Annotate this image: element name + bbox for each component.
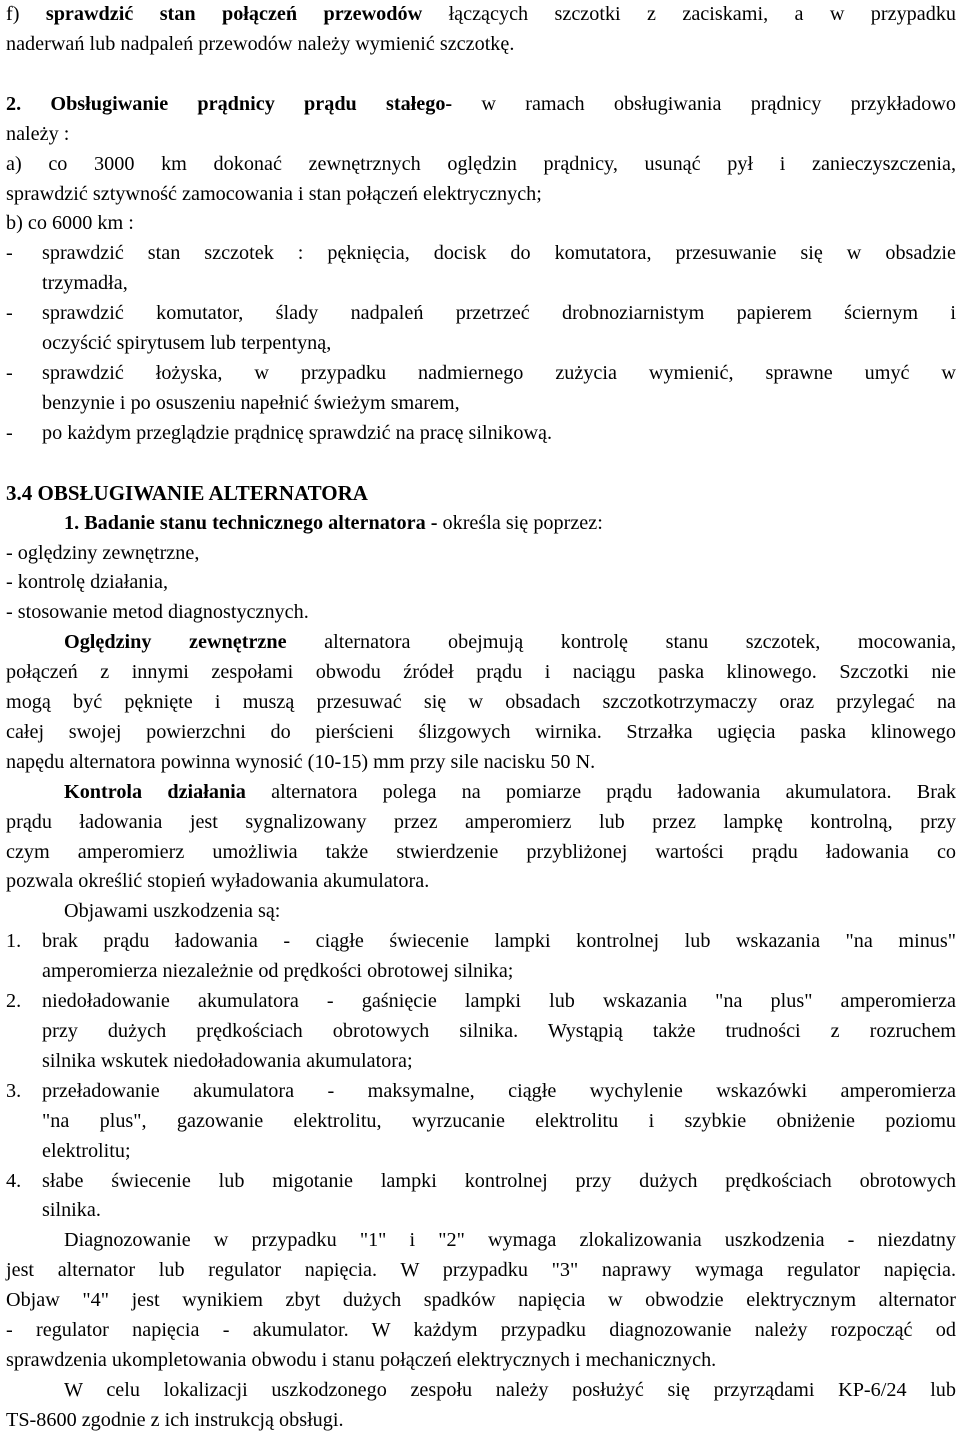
- symptom-line: elektrolitu;: [42, 1139, 131, 1162]
- paragraph-ogledziny-bold: Oględziny zewnętrzne: [64, 631, 287, 654]
- dash-item-3: [6, 359, 956, 419]
- method-list-item: - kontrolę działania,: [6, 571, 168, 594]
- paragraph-line: całej swojej powierzchni do pierścieni ślizgowych wirnika. Strzałka ugięcia paska klinowego: [6, 720, 956, 743]
- section-2-b: b) co 6000 km :: [6, 212, 134, 235]
- symptom-number: 2.: [6, 990, 22, 1013]
- paragraph-line: prądu ładowania jest sygnalizowany przez amperomierz lub przez lampkę kontrolną, przy: [6, 810, 956, 833]
- method-list-item: - stosowanie metod diagnostycznych.: [6, 601, 309, 624]
- symptom-line: słabe świecenie lub migotanie lampki kontrolnej przy dużych prędkościach obrotowych: [42, 1169, 956, 1192]
- symptoms-intro: Objawami uszkodzenia są:: [64, 900, 281, 923]
- paragraph-line: czym amperomierz umożliwia także stwierdzenie przybliżonej wartości prądu ładowania co: [6, 840, 956, 863]
- section-2-line-2: należy :: [6, 122, 70, 145]
- symptom-line: "na plus", gazowanie elektrolitu, wyrzucanie elektrolitu i szybkie obniżenie poziomu: [42, 1109, 956, 1132]
- symptom-line: przy dużych prędkościach obrotowych silnika. Wystąpią także trudności z rozruchem: [42, 1020, 956, 1042]
- dash-item-4: [6, 419, 956, 449]
- subsection-title: [6, 509, 956, 539]
- paragraph-line: - regulator napięcia - akumulator. W każdym przypadku diagnozowanie należy rozpocząć od: [6, 1319, 956, 1342]
- symptom-number: 4.: [6, 1169, 22, 1192]
- symptom-number: 1.: [6, 930, 22, 953]
- item-f-rest: łączących szczotki z zaciskami, a w przypadku: [448, 3, 957, 25]
- paragraph-kontrola-bold: Kontrola działania: [64, 780, 246, 803]
- symptom-line: silnika wskutek niedoładowania akumulatora;: [42, 1049, 413, 1072]
- dash-marker: -: [6, 361, 13, 384]
- item-f-line-2: naderwań lub nadpaleń przewodów należy wymienić szczotkę.: [6, 32, 515, 55]
- dash-marker: -: [6, 242, 13, 265]
- dash-item-line: po każdym przeglądzie prądnicę sprawdzić na pracę silnikową.: [42, 421, 553, 444]
- subsection-bold: 1. Badanie stanu technicznego alternatora -: [64, 511, 438, 534]
- paragraph-line: napędu alternatora powinna wynosić (10-15) mm przy sile nacisku 50 N.: [6, 750, 596, 773]
- section-2-a-line-1: a) co 3000 km dokonać zewnętrznych oględzin prądnicy, usunąć pył i zanieczyszczenia,: [6, 152, 956, 175]
- paragraph-line: jest alternator lub regulator napięcia. W przypadku "3" naprawy wymaga regulator napięcia.: [6, 1259, 956, 1282]
- section-2-line-1: [6, 90, 956, 120]
- method-list-item: - oględziny zewnętrzne,: [6, 541, 200, 564]
- paragraph-line: Objaw "4" jest wynikiem zbyt dużych spadków napięcia w obwodzie elektrycznym alternator: [6, 1289, 956, 1312]
- dash-item-1: [6, 239, 956, 299]
- paragraph-text: alternatora obejmują kontrolę stanu szczotek, mocowania,: [324, 631, 956, 654]
- dash-item-2: [6, 299, 956, 359]
- item-f-marker: f): [6, 3, 20, 25]
- item-f-line-1: [6, 0, 956, 30]
- paragraph-ogledziny-line-1: [6, 628, 956, 658]
- symptom-number: 3.: [6, 1079, 22, 1102]
- dash-item-line: benzynie i po osuszeniu napełnić świeżym smarem,: [42, 391, 460, 414]
- section-2-a-line-2: sprawdzić sztywność zamocowania i stan połączeń elektrycznych;: [6, 182, 542, 205]
- symptom-item-1: [6, 927, 956, 987]
- dash-item-line: oczyścić spirytusem lub terpentyną,: [42, 332, 332, 355]
- symptom-line: silnika.: [42, 1199, 101, 1222]
- paragraph-line: mogą być pęknięte i muszą przesuwać się w obsadach szczotkotrzymaczy oraz przylegać na: [6, 691, 956, 714]
- section-heading: 3.4 OBSŁUGIWANIE ALTERNATORA: [6, 480, 368, 505]
- paragraph-text: alternatora polega na pomiarze prądu ładowania akumulatora. Brak: [271, 780, 957, 803]
- dash-marker: -: [6, 421, 13, 444]
- section-2-rest: w ramach obsługiwania prądnicy przykładowo: [481, 92, 956, 115]
- symptom-line: brak prądu ładowania - ciągłe świecenie lampki kontrolnej lub wskazania "na minus": [42, 930, 956, 953]
- paragraph-line: TS-8600 zgodnie z ich instrukcją obsługi.: [6, 1408, 344, 1431]
- paragraph-kontrola-line-1: [6, 778, 956, 808]
- item-f-bold: sprawdzić stan połączeń przewodów: [45, 3, 423, 25]
- dash-item-line: sprawdzić komutator, ślady nadpaleń przetrzeć drobnoziarnistym papierem ściernym i: [42, 302, 956, 325]
- paragraph-line: sprawdzenia ukompletowania obwodu i stanu połączeń elektrycznych i mechanicznych.: [6, 1348, 717, 1371]
- paragraph-line: połączeń z innymi zespołami obwodu źródeł prądu i naciągu paska klinowego. Szczotki nie: [6, 661, 956, 684]
- symptom-item-4: [6, 1167, 956, 1227]
- document-page: [6, 0, 956, 1436]
- dash-marker: -: [6, 302, 13, 325]
- symptom-item-2: [6, 987, 956, 1077]
- subsection-rest: określa się poprzez:: [442, 511, 603, 534]
- symptom-line: niedoładowanie akumulatora - gaśnięcie lampki lub wskazania "na plus" amperomierza: [42, 990, 956, 1013]
- symptom-line: przeładowanie akumulatora - maksymalne, ciągłe wychylenie wskazówki amperomierza: [42, 1079, 956, 1102]
- dash-item-line: sprawdzić stan szczotek : pęknięcia, docisk do komutatora, przesuwanie się w obsadzie: [42, 242, 956, 265]
- paragraph-line: pozwala określić stopień wyładowania akumulatora.: [6, 870, 430, 893]
- dash-item-line: sprawdzić łożyska, w przypadku nadmiernego zużycia wymienić, sprawne umyć w: [42, 361, 956, 384]
- paragraph-line: W celu lokalizacji uszkodzonego zespołu należy posłużyć się przyrządami KP-6/24 lub: [64, 1378, 956, 1401]
- symptom-line: amperomierza niezależnie od prędkości obrotowej silnika;: [42, 960, 514, 983]
- section-2-title: 2. Obsługiwanie prądnicy prądu stałego-: [6, 92, 453, 115]
- symptom-item-3: [6, 1077, 956, 1167]
- dash-item-line: trzymadła,: [42, 272, 128, 295]
- paragraph-line: Diagnozowanie w przypadku "1" i "2" wymaga zlokalizowania uszkodzenia - niezdatny: [64, 1229, 956, 1252]
